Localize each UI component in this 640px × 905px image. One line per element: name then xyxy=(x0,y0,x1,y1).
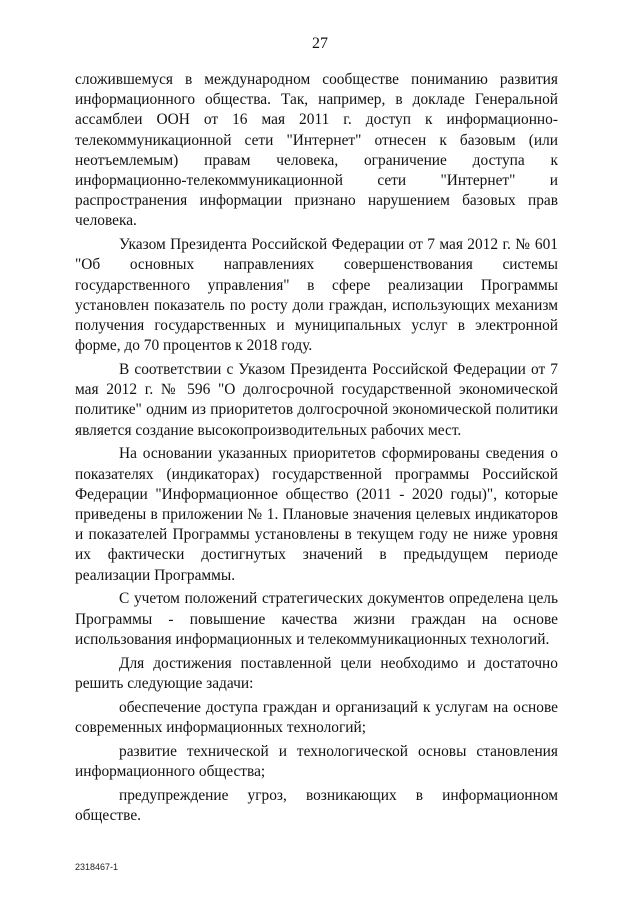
document-code: 2318467-1 xyxy=(75,862,119,872)
paragraph-decree-601: Указом Президента Российской Федерации от 7 мая 2012 г. № 601 "Об основных направлениях совершенствования системы государственного управления" в сфере реализации Программы установлен показатель по росту доли граждан, использующих механизм получения государственных и муниципальных услуг в электронной форме, до 70 процентов к 2018 году. xyxy=(75,236,558,355)
task-item-access: обеспечение доступа граждан и организаций к услугам на основе современных информационных технологий; xyxy=(75,698,558,736)
task-item-infrastructure: развитие технической и технологической основы становления информационного общества; xyxy=(75,742,558,780)
paragraph-tasks-intro: Для достижения поставленной цели необходимо и достаточно решить следующие задачи: xyxy=(75,654,558,692)
paragraph-indicators: На основании указанных приоритетов сформированы сведения о показателях (индикаторах) государственной программы Российской Федерации "Информационное общество (2011 - 2020 годы)", которые приведены в приложении № 1. Плановые значения целевых индикаторов и показателей Программы установлены в текущем году не ниже уровня их фактически достигнутых значений в предыдущем периоде реализации Программы. xyxy=(75,445,558,584)
paragraph-decree-596: В соответствии с Указом Президента Российской Федерации от 7 мая 2012 г. № 596 "О долгосрочной государственной экономической политике" одним из приоритетов долгосрочной экономической политики является создание высокопроизводительных рабочих мест. xyxy=(75,361,558,439)
task-item-threats: предупреждение угроз, возникающих в информационном обществе. xyxy=(75,786,558,824)
paragraph-continuation: сложившемуся в международном сообществе пониманию развития информационного общества. Так, например, в докладе Генеральной ассамблеи ООН от 16 мая 2011 г. доступ к информационно-телекоммуникационной сети "Интернет" отнесен к базовым (или неотъемлемым) правам человека, ограничение доступа к информационно-телекоммуникационной сети "Интернет" и распространения информации признано нарушением базовых прав человека. xyxy=(75,71,558,230)
paragraph-program-goal: С учетом положений стратегических документов определена цель Программы - повышение качества жизни граждан на основе использования информационных и телекоммуникационных технологий. xyxy=(75,590,558,648)
document-body xyxy=(75,70,558,830)
page-number: 27 xyxy=(312,35,328,52)
